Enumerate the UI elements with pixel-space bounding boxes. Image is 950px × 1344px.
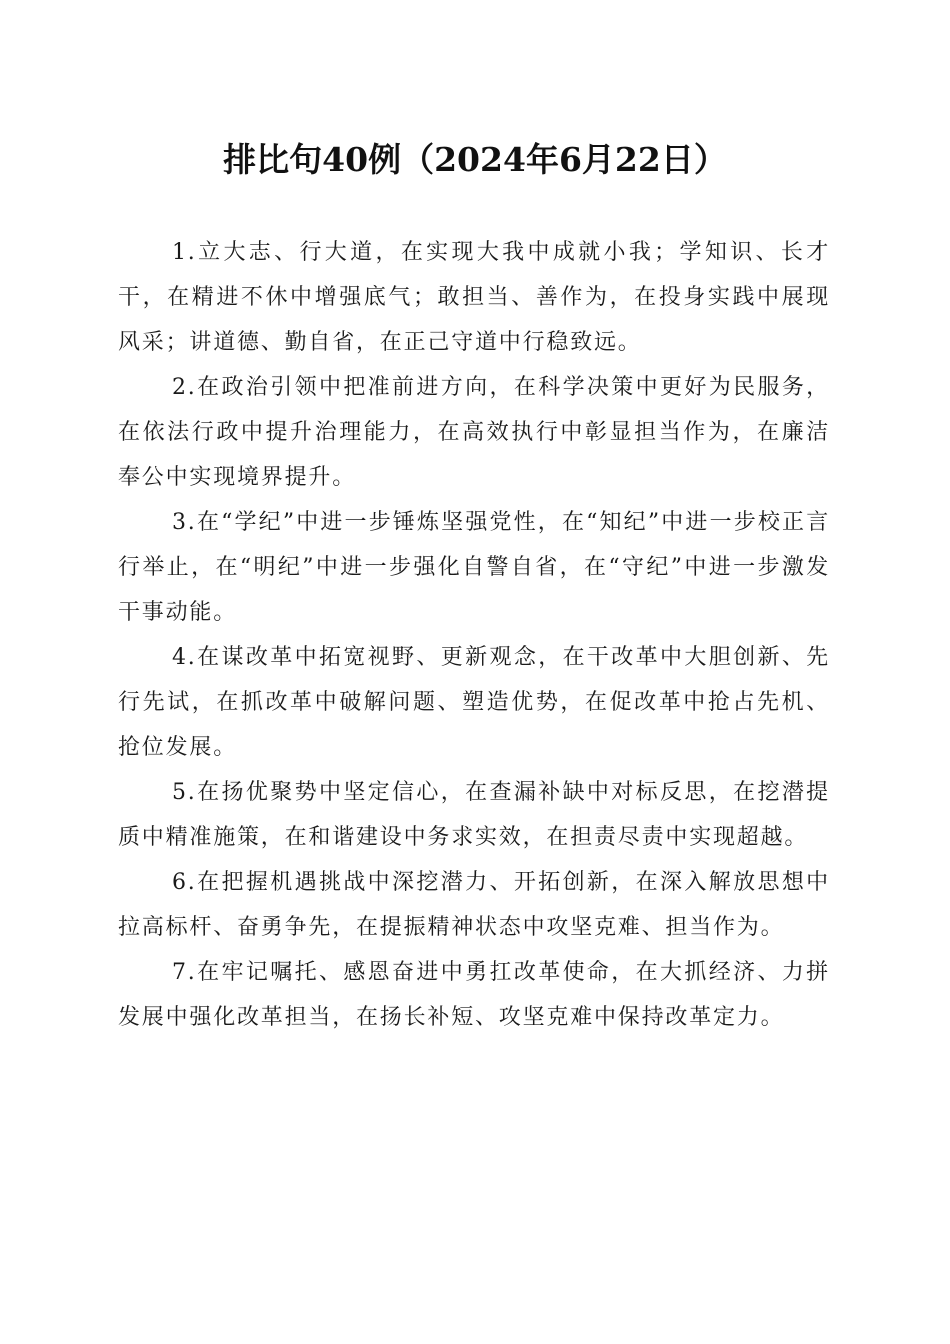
paragraph-3: 3.在“学纪”中进一步锤炼坚强党性，在“知纪”中进一步校正言行举止，在“明纪”中进一步强化自警自省，在“守纪”中进一步激发干事动能。: [118, 510, 830, 625]
paragraph-4: 4.在谋改革中拓宽视野、更新观念，在干改革中大胆创新、先行先试，在抓改革中破解问题、塑造优势，在促改革中抢占先机、抢位发展。: [118, 645, 830, 760]
document-title: 排比句40例（2024年6月22日）: [223, 140, 727, 179]
paragraph-1: 1.立大志、行大道，在实现大我中成就小我；学知识、长才干，在精进不休中增强底气；敢担当、善作为，在投身实践中展现风采；讲道德、勤自省，在正己守道中行稳致远。: [118, 240, 830, 355]
paragraph-2: 2.在政治引领中把准前进方向，在科学决策中更好为民服务，在依法行政中提升治理能力，在高效执行中彰显担当作为，在廉洁奉公中实现境界提升。: [118, 375, 830, 490]
paragraph-6: 6.在把握机遇挑战中深挖潜力、开拓创新，在深入解放思想中拉高标杆、奋勇争先，在提振精神状态中攻坚克难、担当作为。: [118, 870, 830, 940]
paragraph-5: 5.在扬优聚势中坚定信心，在查漏补缺中对标反思，在挖潜提质中精准施策，在和谐建设中务求实效，在担责尽责中实现超越。: [118, 780, 830, 850]
paragraph-7: 7.在牢记嘱托、感恩奋进中勇扛改革使命，在大抓经济、力拼发展中强化改革担当，在扬长补短、攻坚克难中保持改革定力。: [118, 960, 830, 1030]
document-body: [118, 230, 830, 1040]
